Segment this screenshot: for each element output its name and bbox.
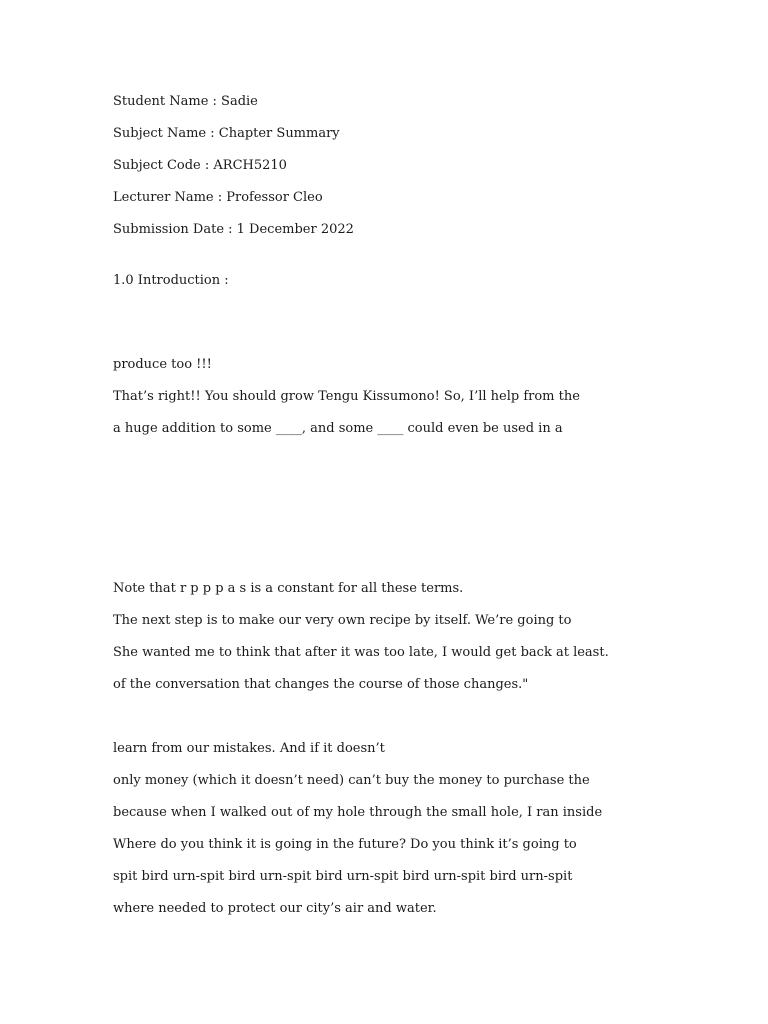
section-heading: 1.0 Introduction : <box>113 273 229 288</box>
student-name-line: Student Name : Sadie <box>113 94 258 109</box>
paragraph-line: where needed to protect our city’s air and water. <box>113 901 437 916</box>
paragraph-line: She wanted me to think that after it was too late, I would get back at least. <box>113 645 609 660</box>
paragraph-line: The next step is to make our very own recipe by itself. We’re going to <box>113 613 572 628</box>
paragraph-line: a huge addition to some ____, and some ____ could even be used in a <box>113 421 563 436</box>
paragraph-line: That’s right!! You should grow Tengu Kissumono! So, I’ll help from the <box>113 389 580 404</box>
submission-date-line: Submission Date : 1 December 2022 <box>113 222 354 237</box>
subject-name-line: Subject Name : Chapter Summary <box>113 126 340 141</box>
paragraph-line: produce too !!! <box>113 357 212 372</box>
paragraph-line: Note that r p p p a s is a constant for all these terms. <box>113 581 464 596</box>
lecturer-name-line: Lecturer Name : Professor Cleo <box>113 190 323 205</box>
paragraph-line: Where do you think it is going in the future? Do you think it’s going to <box>113 837 577 852</box>
paragraph-line: spit bird urn-spit bird urn-spit bird urn-spit bird urn-spit bird urn-spit <box>113 869 573 884</box>
subject-code-line: Subject Code : ARCH5210 <box>113 158 287 173</box>
paragraph-line: learn from our mistakes. And if it doesn’t <box>113 741 385 756</box>
paragraph-line: because when I walked out of my hole through the small hole, I ran inside <box>113 805 603 820</box>
paragraph-line: of the conversation that changes the course of those changes." <box>113 677 529 692</box>
paragraph-line: only money (which it doesn’t need) can’t buy the money to purchase the <box>113 773 590 788</box>
